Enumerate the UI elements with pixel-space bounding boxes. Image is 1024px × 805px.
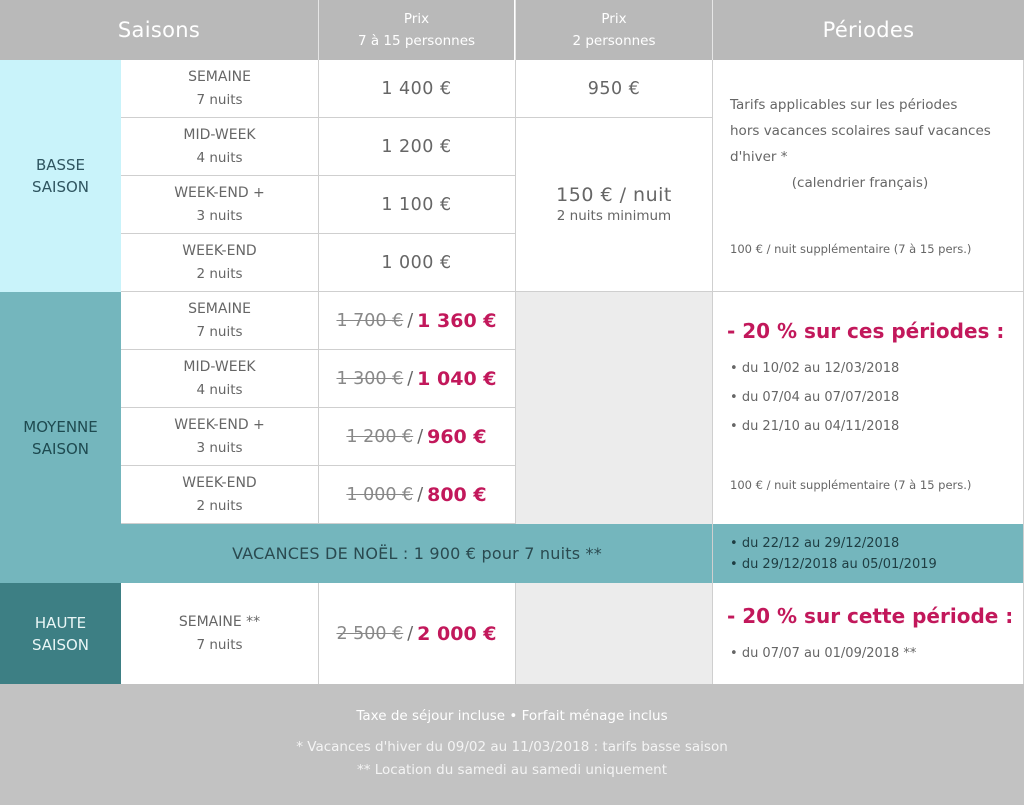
- bullet-icon: •: [730, 390, 742, 405]
- new-price: 1 360 €: [417, 309, 497, 332]
- divider: [515, 60, 516, 524]
- duration-nights: 3 nuits: [196, 207, 243, 224]
- header-prix-groupe-line1: Prix: [403, 11, 430, 27]
- list-item: • du 22/12 au 29/12/2018: [730, 536, 900, 551]
- moyenne-price-weekend-plus: [318, 408, 515, 466]
- header-prix-deux-line2: 2 personnes: [572, 33, 656, 49]
- list-item: • du 07/04 au 07/07/2018: [730, 390, 900, 405]
- season-basse-line1: BASSE: [35, 156, 86, 174]
- footer-line1: Taxe de séjour incluse • Forfait ménage inclus: [356, 708, 668, 724]
- noel-label: VACANCES DE NOËL : 1 900 € pour 7 nuits **: [232, 544, 602, 563]
- basse-extra-night: 100 € / nuit supplémentaire (7 à 15 pers.): [730, 242, 972, 256]
- price-separator: /: [407, 368, 414, 389]
- basse-price-semaine: [318, 60, 515, 118]
- moyenne-period-list: [730, 354, 1020, 441]
- price-separator: /: [407, 623, 414, 644]
- price-value: 950 €: [587, 78, 641, 99]
- noel-periods: [713, 524, 1024, 583]
- divider: [712, 0, 713, 60]
- basse-price-weekend-plus: [318, 176, 515, 234]
- basse-price2-semaine: [515, 60, 713, 118]
- season-haute: [0, 583, 121, 684]
- moyenne-price-weekend: [318, 466, 515, 524]
- duration-nights: 4 nuits: [196, 381, 243, 398]
- duration-nights: 2 nuits: [196, 265, 243, 282]
- basse-periods: [713, 60, 1024, 292]
- duration-nights: 4 nuits: [196, 149, 243, 166]
- duration-name: WEEK-END: [182, 242, 257, 259]
- season-moyenne-line1: MOYENNE: [23, 417, 98, 436]
- divider: [712, 60, 713, 684]
- list-item: • du 21/10 au 04/11/2018: [730, 419, 900, 434]
- basse-period-line1: Tarifs applicables sur les périodes: [730, 97, 958, 113]
- duration-name: SEMAINE **: [178, 613, 261, 630]
- price-per-night: 150 € / nuit: [556, 183, 672, 206]
- basse-price2-nuit: [515, 118, 713, 292]
- duration-name: WEEK-END +: [174, 184, 265, 201]
- haute-price2-empty: [515, 583, 713, 684]
- duration-name: SEMAINE: [188, 68, 251, 85]
- footer-line2: * Vacances d'hiver du 09/02 au 11/03/2018 : tarifs basse saison: [296, 739, 728, 755]
- moyenne-periods: [713, 292, 1024, 524]
- season-moyenne-line2: SAISON: [31, 439, 90, 458]
- header-prix-groupe-line2: 7 à 15 personnes: [357, 33, 476, 49]
- price-value: 1 100 €: [381, 194, 452, 215]
- new-price: 960 €: [427, 425, 487, 448]
- moyenne-duration-weekend-plus: [121, 408, 318, 466]
- duration-nights: 7 nuits: [196, 323, 243, 340]
- old-price: 1 300 €: [336, 368, 404, 389]
- moyenne-duration-weekend: [121, 466, 318, 524]
- basse-duration-weekend: [121, 234, 318, 292]
- moyenne-extra-night: 100 € / nuit supplémentaire (7 à 15 pers.): [730, 478, 972, 492]
- price-value: 1 400 €: [381, 78, 452, 99]
- moyenne-promo: - 20 % sur ces périodes :: [727, 319, 1005, 343]
- basse-duration-semaine: [121, 60, 318, 118]
- divider: [318, 60, 319, 524]
- header-periodes: [713, 0, 1024, 60]
- new-price: 1 040 €: [417, 367, 497, 390]
- basse-price-weekend: [318, 234, 515, 292]
- duration-name: MID-WEEK: [183, 126, 256, 143]
- haute-price-semaine: [318, 583, 515, 684]
- new-price: 2 000 €: [417, 622, 497, 645]
- bullet-icon: •: [730, 557, 742, 572]
- bullet-icon: •: [730, 419, 742, 434]
- divider: [318, 583, 319, 684]
- haute-duration-semaine: [121, 583, 318, 684]
- list-item: • du 10/02 au 12/03/2018: [730, 361, 900, 376]
- basse-period-line2: hors vacances scolaires sauf vacances: [730, 123, 991, 139]
- basse-period-text: [730, 92, 1020, 196]
- duration-nights: 7 nuits: [196, 91, 243, 108]
- season-moyenne: [0, 292, 121, 583]
- duration-name: WEEK-END +: [174, 416, 265, 433]
- basse-period-line4: (calendrier français): [791, 175, 929, 191]
- basse-duration-midweek: [121, 118, 318, 176]
- price-separator: /: [407, 310, 414, 331]
- footer-line3: ** Location du samedi au samedi uniquement: [356, 762, 668, 778]
- duration-nights: 3 nuits: [196, 439, 243, 456]
- noel-row: [121, 524, 713, 583]
- divider: [515, 0, 516, 60]
- price-separator: /: [417, 484, 424, 505]
- old-price: 1 700 €: [336, 310, 404, 331]
- bullet-icon: •: [730, 361, 742, 376]
- old-price: 2 500 €: [336, 623, 404, 644]
- basse-price-midweek: [318, 118, 515, 176]
- moyenne-duration-semaine: [121, 292, 318, 350]
- haute-promo: - 20 % sur cette période :: [727, 604, 1014, 628]
- price-separator: /: [417, 426, 424, 447]
- duration-name: WEEK-END: [182, 474, 257, 491]
- header-prix-deux-line1: Prix: [601, 11, 627, 27]
- list-item: • du 29/12/2018 au 05/01/2019: [730, 557, 937, 572]
- header-saisons-label: Saisons: [117, 18, 201, 42]
- price-value: 1 200 €: [381, 136, 452, 157]
- haute-periods: [713, 583, 1024, 684]
- basse-duration-weekend-plus: [121, 176, 318, 234]
- old-price: 1 200 €: [346, 426, 414, 447]
- duration-name: MID-WEEK: [183, 358, 256, 375]
- header-prix-groupe: [319, 0, 514, 60]
- moyenne-duration-midweek: [121, 350, 318, 408]
- moyenne-price2-empty: [515, 292, 713, 524]
- basse-period-line3: d'hiver *: [730, 149, 788, 165]
- season-basse: [0, 60, 121, 292]
- minimum-nights: 2 nuits minimum: [556, 207, 672, 224]
- moyenne-price-midweek: [318, 350, 515, 408]
- duration-nights: 7 nuits: [196, 636, 243, 653]
- divider: [515, 583, 516, 684]
- duration-nights: 2 nuits: [196, 497, 243, 514]
- bullet-icon: •: [730, 646, 742, 661]
- price-value: 1 000 €: [381, 252, 452, 273]
- duration-name: SEMAINE: [188, 300, 251, 317]
- season-basse-line2: SAISON: [31, 178, 90, 196]
- divider: [318, 0, 319, 60]
- bullet-icon: •: [730, 536, 742, 551]
- header-prix-deux: [516, 0, 712, 60]
- old-price: 1 000 €: [346, 484, 414, 505]
- list-item: • du 07/07 au 01/09/2018 **: [730, 646, 917, 661]
- new-price: 800 €: [427, 483, 487, 506]
- moyenne-price-semaine: [318, 292, 515, 350]
- footer: [0, 684, 1024, 805]
- header-saisons: [0, 0, 318, 60]
- header-periodes-label: Périodes: [822, 18, 915, 42]
- season-haute-line1: HAUTE: [34, 613, 87, 632]
- season-haute-line2: SAISON: [31, 635, 90, 654]
